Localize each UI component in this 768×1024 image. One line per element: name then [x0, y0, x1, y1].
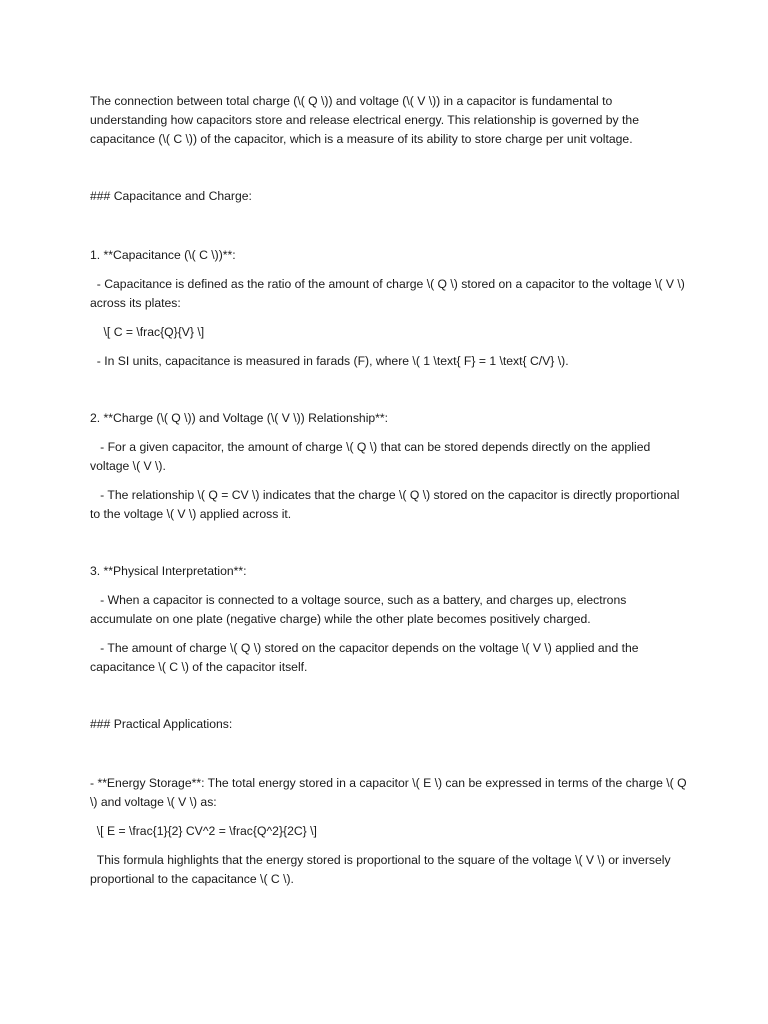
- item-3-bullet-electrons: - When a capacitor is connected to a voltage source, such as a battery, and charges up, electrons accumulate on one plate (negative charge) while the other plate becomes positively charged.: [90, 593, 630, 626]
- intro-paragraph: The connection between total charge (\( Q \)) and voltage (\( V \)) in a capacitor is fundamental to understanding how capacitors store and release electrical energy. This relationship is governed by the capacitance (\( C \)) of the capacitor, which is a measure of its ability to store charge per unit voltage.: [90, 94, 643, 146]
- item-1-equation: \[ C = \frac{Q}{V} \]: [90, 325, 205, 339]
- item-1-bullet-definition: - Capacitance is defined as the ratio of the amount of charge \( Q \) stored on a capacitor to the voltage \( V \) across its plates:: [90, 277, 689, 310]
- energy-equation: \[ E = \frac{1}{2} CV^2 = \frac{Q^2}{2C} \]: [90, 824, 317, 838]
- item-2-bullet-proportional: - The relationship \( Q = CV \) indicates that the charge \( Q \) stored on the capacitor is directly proportional to the voltage \( V \) applied across it.: [90, 488, 683, 521]
- item-3-title: 3. **Physical Interpretation**:: [90, 564, 247, 578]
- item-2-title: 2. **Charge (\( Q \)) and Voltage (\( V \)) Relationship**:: [90, 411, 389, 425]
- item-1-bullet-si-units: - In SI units, capacitance is measured in farads (F), where \( 1 \text{ F} = 1 \text{ C/V} \).: [90, 354, 569, 368]
- item-2-bullet-dependence: - For a given capacitor, the amount of charge \( Q \) that can be stored depends directly on the applied voltage \( V \).: [90, 440, 654, 473]
- item-3-bullet-charge-depends: - The amount of charge \( Q \) stored on the capacitor depends on the voltage \( V \) applied and the capacitance \( C \) of the capacitor itself.: [90, 641, 642, 674]
- document-page: [90, 92, 690, 889]
- section-heading-capacitance: ### Capacitance and Charge:: [90, 189, 252, 203]
- section-heading-applications: ### Practical Applications:: [90, 717, 233, 731]
- energy-note: This formula highlights that the energy stored is proportional to the square of the voltage \( V \) or inversely proportional to the capacitance \( C \).: [90, 853, 674, 886]
- item-1-title: 1. **Capacitance (\( C \))**:: [90, 248, 236, 262]
- energy-storage-bullet: - **Energy Storage**: The total energy stored in a capacitor \( E \) can be expressed in terms of the charge \( Q \) and voltage \( V \) as:: [90, 776, 690, 809]
